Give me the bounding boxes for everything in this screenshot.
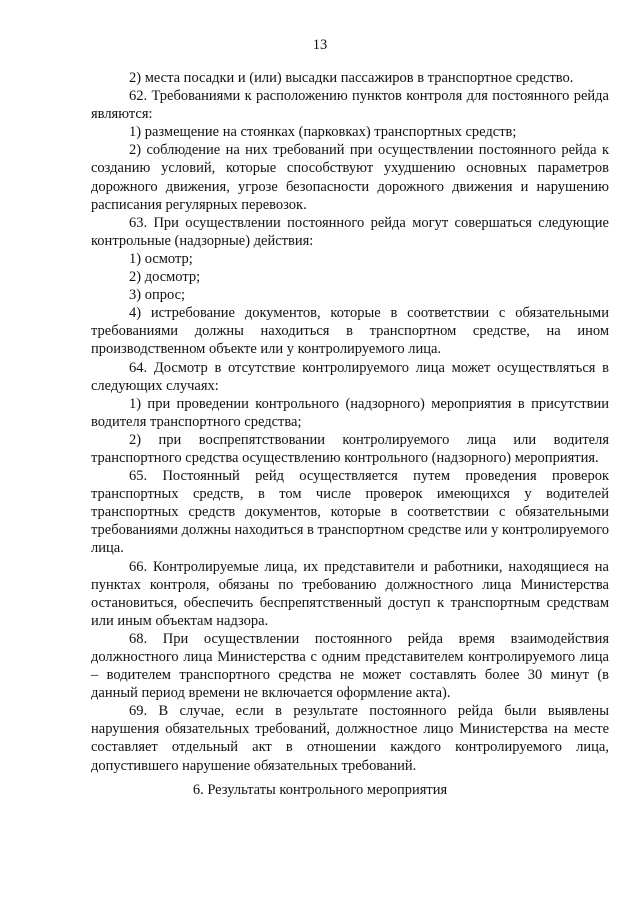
paragraph-63-item-1: 1) осмотр; — [129, 250, 193, 267]
document-body — [91, 69, 609, 775]
paragraph-62-item-2: 2) соблюдение на них требований при осуществлении постоянного рейда к созданию условий, которые способствуют ухудшению основных параметров дорожного движения, угрозе безопасности дорожного движения и нарушению расписания регулярных перевозок. — [91, 142, 609, 213]
paragraph-64: 64. Досмотр в отсутствие контролируемого лица может осуществляться в следующих случаях: — [91, 359, 609, 394]
paragraph-62: 62. Требованиями к расположению пунктов контроля для постоянного рейда являются: — [91, 88, 609, 123]
paragraph-62-item-1: 1) размещение на стоянках (парковках) транспортных средств; — [129, 124, 517, 141]
paragraph-63: 63. При осуществлении постоянного рейда могут совершаться следующие контрольные (надзорные) действия: — [91, 214, 609, 249]
paragraph-item-2-boarding-places: 2) места посадки и (или) высадки пассажиров в транспортное средство. — [129, 70, 574, 86]
paragraph-64-item-1: 1) при проведении контрольного (надзорного) мероприятия в присутствии водителя транспортного средства; — [91, 395, 609, 430]
paragraph-63-item-4: 4) истребование документов, которые в соответствии с обязательными требованиями должны находиться в транспортном средстве, на ином производственном объекте или у контролируемого лица. — [91, 305, 609, 358]
paragraph-64-item-2: 2) при воспрепятствовании контролируемого лица или водителя транспортного средства осуществлению контрольного (надзорного) мероприятия. — [91, 431, 609, 466]
paragraph-66: 66. Контролируемые лица, их представители и работники, находящиеся на пунктах контроля, обязаны по требованию должностного лица Министерства остановиться, обеспечить беспрепятственный доступ к транспортным средствам или иным объектам надзора. — [91, 558, 609, 629]
paragraph-63-item-3: 3) опрос; — [129, 287, 186, 304]
section-heading: 6. Результаты контрольного мероприятия — [192, 782, 448, 798]
paragraph-65: 65. Постоянный рейд осуществляется путем проведения проверок транспортных средств, в том числе проверок имеющихся у водителей транспортных средств документов, которые в соответствии с обязательными требованиями должны находиться в транспортном средстве или у контролируемого лица. — [91, 468, 609, 557]
paragraph-69: 69. В случае, если в результате постоянного рейда были выявлены нарушения обязательных требований, должностное лицо Министерства на месте составляет отдельный акт в отношении каждого контролируемого лица, допустившего нарушение обязательных требований. — [91, 703, 609, 774]
page-number: 13 — [312, 37, 328, 53]
paragraph-68: 68. При осуществлении постоянного рейда время взаимодействия должностного лица Министерства с одним представителем контролируемого лица – водителем транспортного средства не может составлять более 30 минут (в данный период времени не включается оформление акта). — [91, 630, 609, 702]
paragraph-63-item-2: 2) досмотр; — [129, 269, 201, 286]
